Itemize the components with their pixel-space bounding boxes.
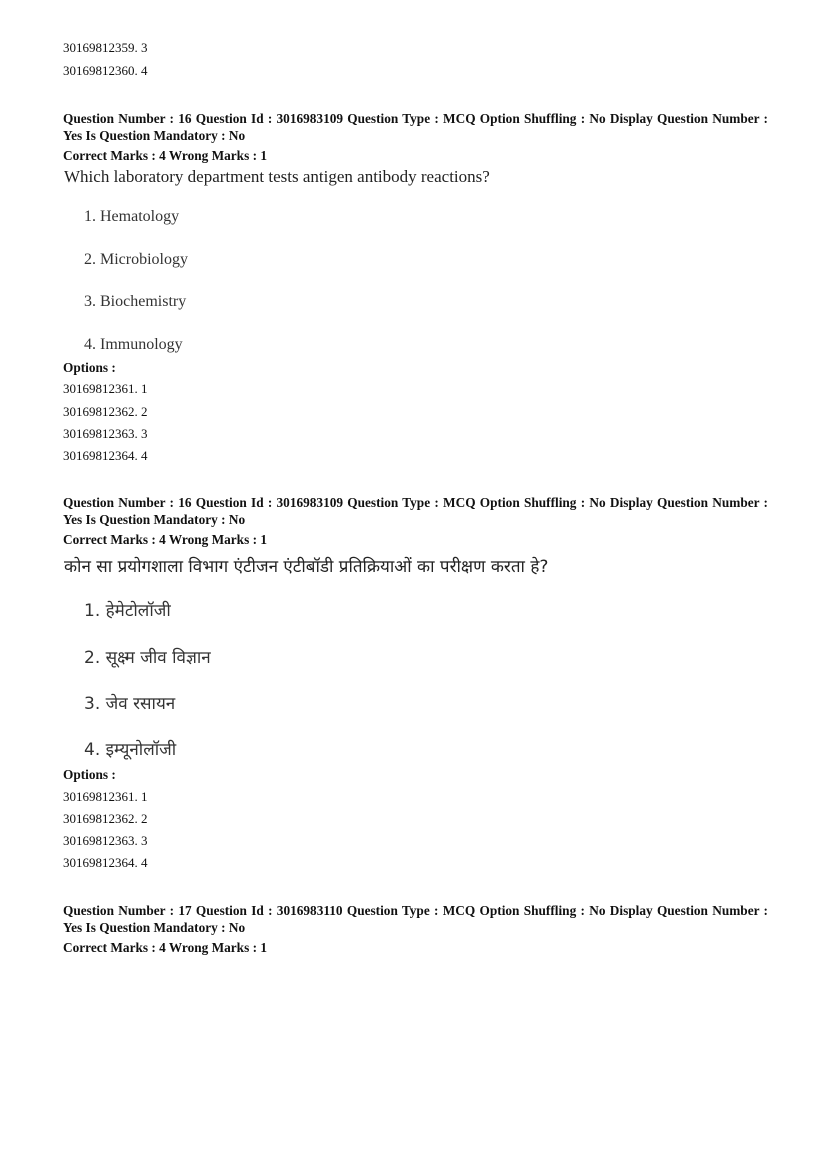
- choice-hindi-3: 3. जेव रसायन: [84, 694, 176, 714]
- option-id-line: 30169812364. 4: [63, 855, 148, 870]
- question-16-hindi-marks: Correct Marks : 4 Wrong Marks : 1: [63, 532, 267, 547]
- choice-hindi-1: 1. हेमेटोलॉजी: [84, 601, 171, 621]
- question-17-meta: Question Number : 17 Question Id : 3016983110 Question Type : MCQ Option Shuffling : No Display Question Number : Yes Is Question Mandatory : No: [63, 903, 768, 935]
- choice-biochemistry: 3. Biochemistry: [84, 293, 187, 310]
- options-label: Options :: [63, 360, 116, 375]
- choice-hematology: 1. Hematology: [84, 208, 180, 225]
- question-16-hindi-meta: Question Number : 16 Question Id : 3016983109 Question Type : MCQ Option Shuffling : No Display Question Number : Yes Is Question Mandatory : No: [63, 495, 768, 527]
- question-16-text-hindi: कोन सा प्रयोगशाला विभाग एंटीजन एंटीबॉडी प्रतिक्रियाओं का परीक्षण करता हे?: [64, 557, 549, 577]
- option-id-line: 30169812359. 3: [63, 40, 148, 55]
- option-id-line: 30169812363. 3: [63, 833, 148, 848]
- question-17-marks: Correct Marks : 4 Wrong Marks : 1: [63, 940, 267, 955]
- question-16-text-english: Which laboratory department tests antigen antibody reactions?: [64, 167, 490, 186]
- option-id-line: 30169812361. 1: [63, 381, 148, 396]
- option-id-line: 30169812362. 2: [63, 811, 148, 826]
- option-id-line: 30169812362. 2: [63, 404, 148, 419]
- choice-microbiology: 2. Microbiology: [84, 251, 188, 268]
- question-16-marks: Correct Marks : 4 Wrong Marks : 1: [63, 148, 267, 163]
- option-id-line: 30169812361. 1: [63, 789, 148, 804]
- options-label: Options :: [63, 767, 116, 782]
- option-id-line: 30169812364. 4: [63, 448, 148, 463]
- choice-immunology: 4. Immunology: [84, 336, 183, 353]
- option-id-line: 30169812360. 4: [63, 63, 148, 78]
- option-id-line: 30169812363. 3: [63, 426, 148, 441]
- choice-hindi-4: 4. इम्यूनोलॉजी: [84, 740, 177, 760]
- question-16-meta: Question Number : 16 Question Id : 3016983109 Question Type : MCQ Option Shuffling : No Display Question Number : Yes Is Question Mandatory : No: [63, 111, 768, 143]
- choice-hindi-2: 2. सूक्ष्म जीव विज्ञान: [84, 648, 211, 668]
